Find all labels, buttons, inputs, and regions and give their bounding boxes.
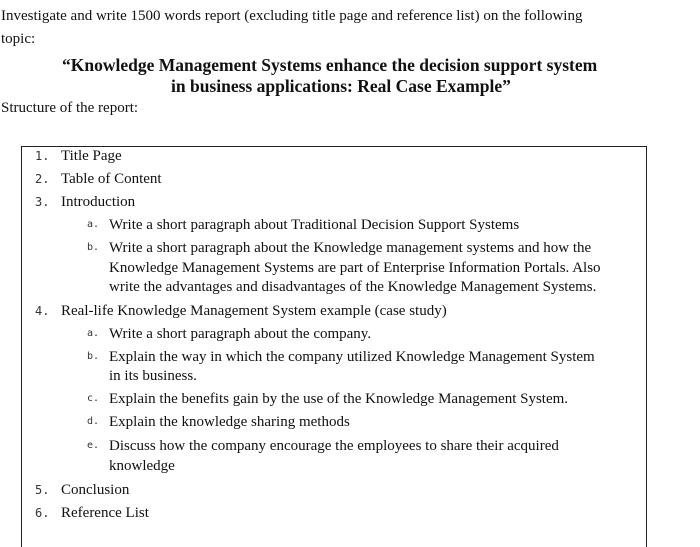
outline-item-conclusion: Conclusion [61,482,130,498]
outline-item-reference-list: Reference List [61,505,149,521]
subitem-case-b-line-2: in its business. [109,368,197,384]
sub-letter: c. [87,393,100,404]
subitem-intro-a: Write a short paragraph about Traditional Decision Support Systems [109,217,520,233]
subitem-case-c: Explain the benefits gain by the use of the Knowledge Management System. [109,391,569,407]
subitem-intro-b-line-1: Write a short paragraph about the Knowledge management systems and how the [109,240,592,256]
sub-letter: d. [87,416,100,427]
report-title-line-1: “Knowledge Management Systems enhance the decision support system [62,55,598,75]
instruction-line-1: Investigate and write 1500 words report (excluding title page and reference list) on the following [1,8,583,24]
item-number: 6. [35,506,50,520]
subitem-case-a: Write a short paragraph about the company. [109,326,372,342]
sub-letter: a. [87,219,100,230]
outline-item-case-study: Real-life Knowledge Management System example (case study) [61,303,447,319]
subitem-case-b-line-1: Explain the way in which the company utilized Knowledge Management System [109,349,595,365]
outline-item-title-page: Title Page [61,148,122,164]
sub-letter: a. [87,328,100,339]
subitem-case-e-line-1: Discuss how the company encourage the employees to share their acquired [109,438,559,454]
subitem-intro-b-line-2: Knowledge Management Systems are part of Enterprise Information Portals. Also [109,260,601,276]
item-number: 5. [35,483,50,497]
sub-letter: e. [87,440,100,451]
sub-letter: b. [87,242,100,253]
item-number: 3. [35,195,50,209]
item-number: 1. [35,149,50,163]
subitem-intro-b-line-3: write the advantages and disadvantages of the Knowledge Management Systems. [109,279,597,295]
subitem-case-d: Explain the knowledge sharing methods [109,414,350,430]
outline-item-introduction: Introduction [61,194,136,210]
sub-letter: b. [87,351,100,362]
item-number: 4. [35,304,50,318]
structure-outline-box [21,146,647,547]
instruction-line-2: topic: [1,31,36,47]
item-number: 2. [35,172,50,186]
report-title-line-2: in business applications: Real Case Example” [171,76,511,96]
structure-label: Structure of the report: [1,100,139,116]
outline-item-table-of-content: Table of Content [61,171,162,187]
subitem-case-e-line-2: knowledge [109,458,175,474]
